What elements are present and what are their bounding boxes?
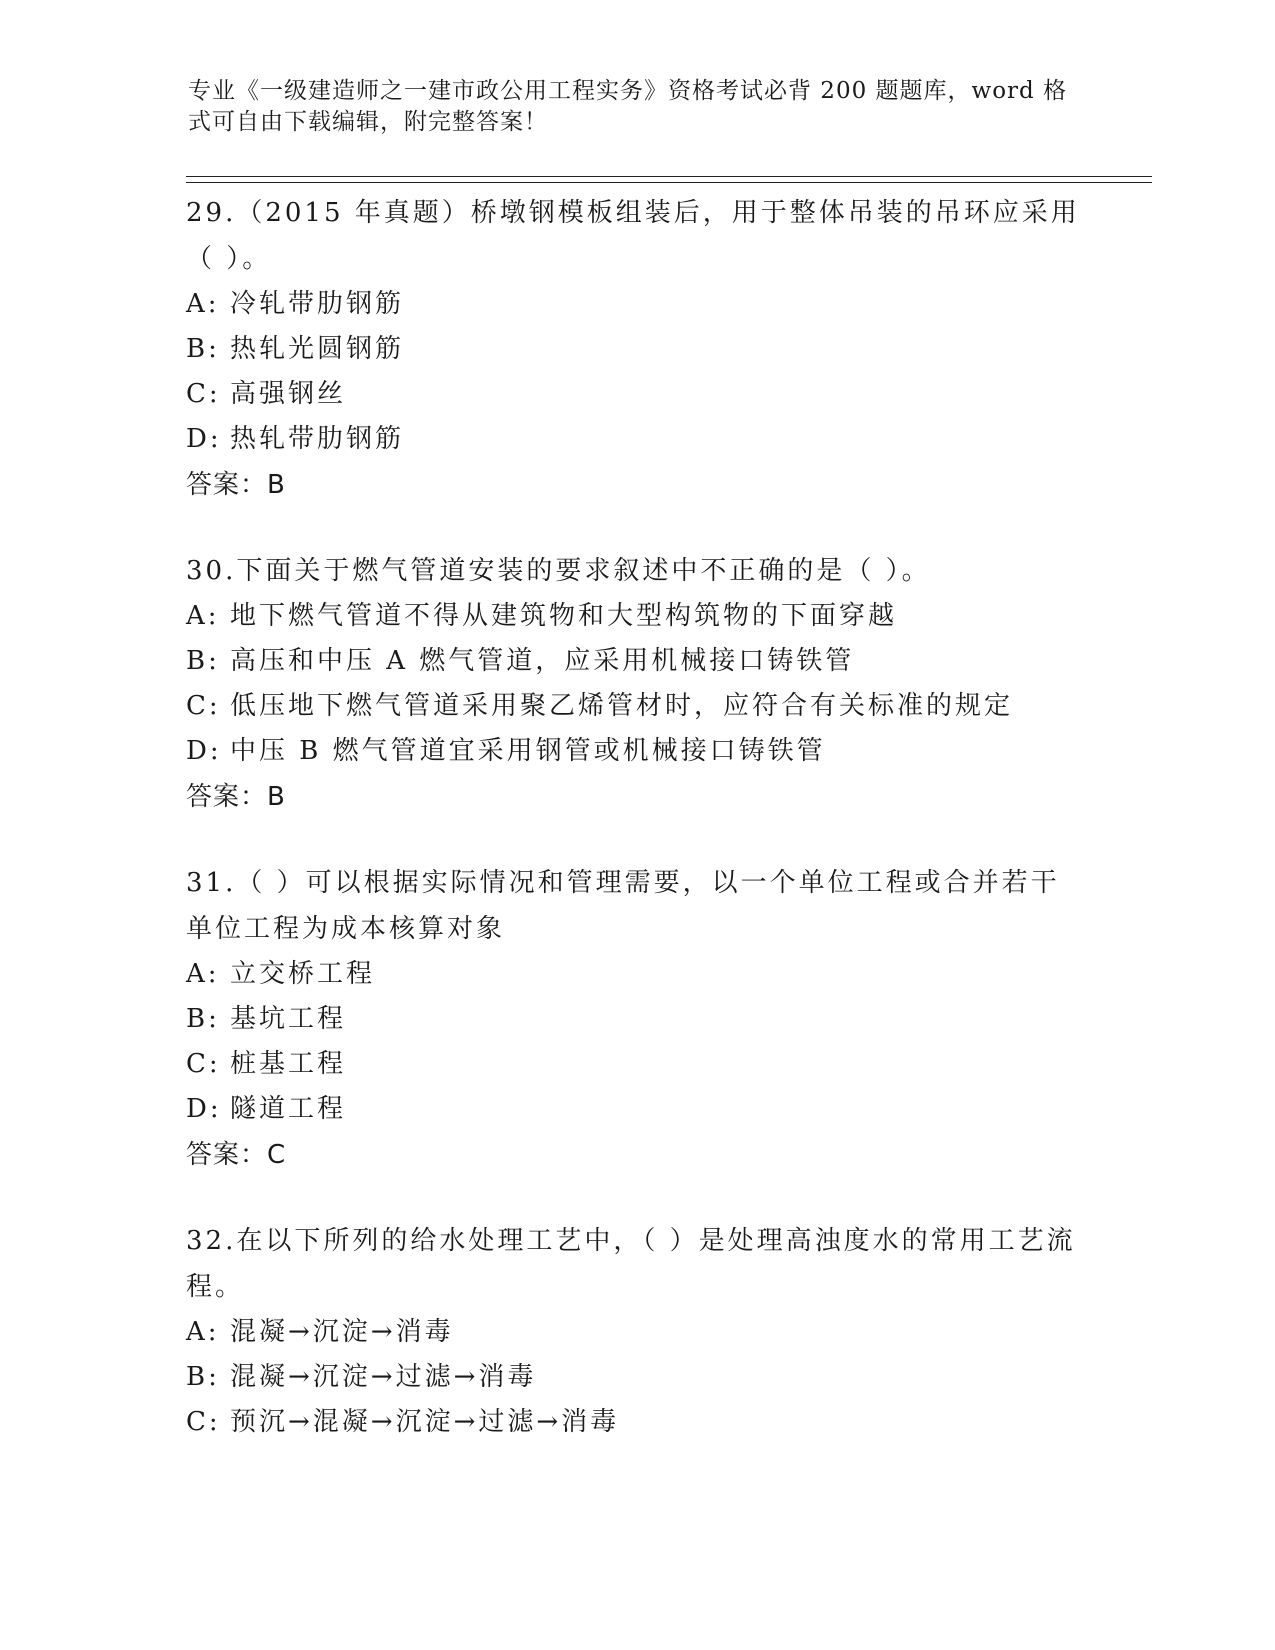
question-32	[186, 1218, 1086, 1445]
option-key: D:	[186, 1094, 222, 1124]
option-text: 桩基工程	[230, 1049, 347, 1079]
option-key: A:	[186, 289, 220, 319]
option-key: C:	[186, 1049, 221, 1079]
option-text: 高强钢丝	[230, 379, 347, 409]
option-b	[186, 327, 1086, 372]
option-key: B:	[186, 334, 220, 364]
option-text: 低压地下燃气管道采用聚乙烯管材时，应符合有关标准的规定	[230, 691, 1014, 721]
question-29	[186, 190, 1086, 508]
option-b	[186, 639, 1086, 684]
option-key: C:	[186, 379, 221, 409]
question-31	[186, 860, 1086, 1178]
option-d	[186, 417, 1086, 462]
option-b	[186, 997, 1086, 1042]
option-text: 混凝→沉淀→过滤→消毒	[230, 1362, 537, 1392]
option-key: A:	[186, 601, 220, 631]
question-list	[186, 190, 1086, 1485]
option-text: 热轧光圆钢筋	[230, 334, 405, 364]
option-a	[186, 952, 1086, 997]
document-header-intro: 专业《一级建造师之一建市政公用工程实务》资格考试必背 200 题题库，word 格式可自由下载编辑，附完整答案！	[188, 78, 1068, 135]
option-text: 中压 B 燃气管道宜采用钢管或机械接口铸铁管	[230, 736, 826, 766]
option-key: C:	[186, 691, 221, 721]
option-key: A:	[186, 1317, 220, 1347]
answer-line: 答案：B	[186, 782, 286, 812]
option-a	[186, 282, 1086, 327]
question-stem: 31.（ ）可以根据实际情况和管理需要，以一个单位工程或合并若干单位工程为成本核算对象	[186, 868, 1060, 944]
option-text: 立交桥工程	[230, 959, 376, 989]
answer-line: 答案：B	[186, 470, 286, 500]
option-c	[186, 684, 1086, 729]
option-text: 高压和中压 A 燃气管道，应采用机械接口铸铁管	[230, 646, 855, 676]
header-divider-top	[186, 176, 1152, 177]
option-d	[186, 729, 1086, 774]
option-text: 热轧带肋钢筋	[230, 424, 405, 454]
question-30	[186, 548, 1086, 820]
answer-line: 答案：C	[186, 1140, 287, 1170]
option-text: 冷轧带肋钢筋	[230, 289, 405, 319]
option-a	[186, 594, 1086, 639]
option-key: D:	[186, 424, 222, 454]
option-b	[186, 1355, 1086, 1400]
option-text: 混凝→沉淀→消毒	[230, 1317, 454, 1347]
question-stem: 30.下面关于燃气管道安装的要求叙述中不正确的是（ ）。	[186, 556, 931, 586]
option-d	[186, 1087, 1086, 1132]
option-key: A:	[186, 959, 220, 989]
header-divider-bottom	[186, 182, 1152, 183]
option-key: B:	[186, 1004, 220, 1034]
option-text: 基坑工程	[230, 1004, 347, 1034]
option-c	[186, 1400, 1086, 1445]
option-key: D:	[186, 736, 222, 766]
question-stem: 29.（2015 年真题）桥墩钢模板组装后，用于整体吊装的吊环应采用（ ）。	[186, 198, 1080, 274]
option-text: 隧道工程	[230, 1094, 347, 1124]
question-stem: 32.在以下所列的给水处理工艺中，（ ）是处理高浊度水的常用工艺流程。	[186, 1226, 1076, 1302]
option-key: B:	[186, 1362, 220, 1392]
option-text: 预沉→混凝→沉淀→过滤→消毒	[230, 1407, 620, 1437]
option-a	[186, 1310, 1086, 1355]
option-key: C:	[186, 1407, 221, 1437]
option-c	[186, 1042, 1086, 1087]
option-c	[186, 372, 1086, 417]
option-key: B:	[186, 646, 220, 676]
option-text: 地下燃气管道不得从建筑物和大型构筑物的下面穿越	[230, 601, 898, 631]
